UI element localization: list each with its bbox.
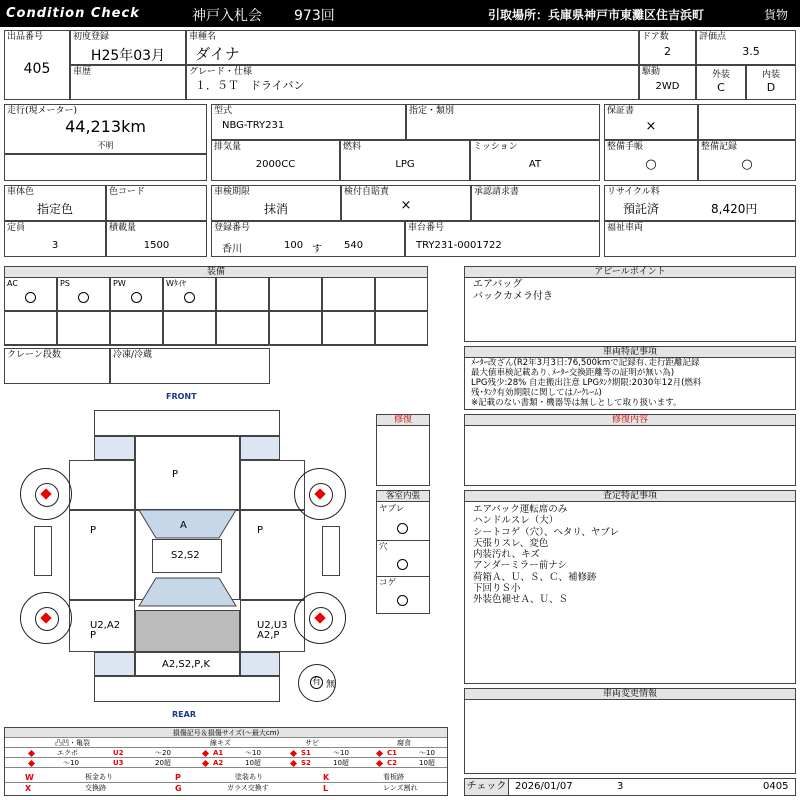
equipment-grid	[4, 277, 428, 346]
legend-code: S1	[301, 749, 311, 757]
legend-rust-label: サビ	[305, 739, 319, 747]
checker-number: 3	[617, 781, 624, 792]
vehicle-notes-panel	[464, 346, 796, 410]
score: 3.5	[742, 45, 760, 58]
freezer-cell	[110, 348, 270, 384]
registration-number-label: 登録番号	[214, 223, 251, 233]
front-left-tire-icon	[20, 468, 72, 520]
capacity-cell	[4, 221, 106, 257]
lot-number: 405	[23, 61, 51, 77]
left-mirror	[34, 526, 52, 576]
equipment-cell	[322, 311, 375, 345]
load-capacity-cell	[106, 221, 207, 257]
model-label: 型式	[214, 106, 233, 116]
maintenance-book-cell	[604, 140, 698, 181]
score-label: 評価点	[699, 32, 727, 42]
warranty-cell	[604, 104, 698, 140]
circle-icon	[397, 523, 408, 534]
legend-size: ～10	[333, 749, 349, 757]
registration-class: 100	[284, 240, 304, 251]
liability-insurance-cell	[341, 185, 471, 221]
equipment-cell	[375, 277, 428, 311]
inspection-expiry-label: 車検期限	[214, 187, 251, 197]
right-door-damage: P	[257, 525, 264, 536]
diamond-icon	[376, 750, 383, 757]
header-bar	[0, 0, 800, 27]
mileage: 44,213km	[65, 117, 146, 136]
fuel-cell	[340, 140, 470, 181]
front-label: FRONT	[166, 392, 197, 401]
color-code-cell	[106, 185, 207, 221]
legend-marks-row-1	[5, 772, 447, 783]
equipment-cell	[163, 311, 216, 345]
mission-label: ミッション	[473, 142, 518, 152]
doors-label: ドア数	[642, 32, 669, 42]
cabin-hole-label: 穴	[379, 542, 388, 552]
legend-mark-code: K	[323, 773, 330, 782]
equipment-cell	[163, 277, 216, 311]
inspection-note-line: シートコゲ（穴）、ヘタリ、ヤブレ	[473, 526, 620, 538]
equipment-cell	[269, 311, 322, 345]
appeal-point-item: エアバッグ	[473, 279, 523, 290]
check-date: 2026/01/07	[515, 781, 573, 792]
displacement: 2000CC	[255, 159, 296, 170]
rear-right-tire-icon	[294, 592, 346, 644]
load-capacity: 1500	[143, 240, 170, 251]
body-color: 指定色	[36, 202, 73, 216]
repair-content-title: 修復内容	[465, 415, 795, 426]
cargo-box-floor	[135, 610, 240, 652]
exterior-label: 外装	[711, 70, 730, 80]
displacement-cell	[211, 140, 340, 181]
legend-size: ～20	[155, 749, 171, 757]
left-door-damage: P	[90, 525, 97, 536]
exterior-cell	[696, 65, 746, 100]
appeal-points-list	[473, 279, 553, 303]
mileage-note: 不明	[97, 141, 114, 150]
equipment-label: AC	[7, 279, 18, 288]
front-right-tire-icon	[294, 468, 346, 520]
legend-size: 10超	[333, 759, 349, 767]
auction-round: 973回	[294, 8, 335, 24]
legend-size: 10超	[245, 759, 261, 767]
legend-mark-desc: ガラス交換す	[227, 784, 269, 792]
front-bumper	[94, 410, 280, 436]
auction-name: 神戸入札会	[192, 8, 262, 24]
welfare-vehicle-label: 福祉車両	[607, 223, 644, 233]
maintenance-record-label: 整備記録	[701, 142, 738, 152]
inspection-notes-panel	[464, 490, 796, 684]
diamond-icon	[290, 760, 297, 767]
legend-title: 損傷記号＆損傷サイズ(～最大cm)	[5, 728, 447, 738]
rear-right-damage: U2,U3	[257, 620, 288, 631]
interior-label: 内装	[761, 70, 780, 80]
legend-mark-desc: レンズ割れ	[383, 784, 418, 792]
repair-title: 修復	[377, 415, 429, 426]
approval-request-label: 承認請求書	[474, 187, 520, 197]
mission-cell	[470, 140, 600, 181]
legend-row-1	[5, 748, 447, 758]
legend-mark-desc: 交換跡	[85, 784, 106, 792]
legend-scratch-label: 線キズ	[210, 739, 231, 747]
legend-mark-code: P	[175, 773, 181, 782]
legend-code: S2	[301, 759, 311, 767]
diamond-icon	[202, 760, 209, 767]
repair-content-panel	[464, 414, 796, 486]
first-registration: H25年03月	[90, 48, 166, 64]
first-registration-label: 初度登録	[73, 32, 110, 42]
legend-mark-desc: 板金あり	[85, 773, 113, 781]
body-color-cell	[4, 185, 106, 221]
equipment-title: 装備	[5, 267, 427, 278]
legend-row-2	[5, 758, 447, 768]
recycle-fee-cell	[604, 185, 796, 221]
legend-corrosion-label: 腐食	[397, 739, 411, 747]
recycle-status: 預託済	[623, 202, 660, 216]
doors-cell	[639, 30, 696, 65]
windshield-damage: A	[180, 520, 187, 531]
front-left-fender	[69, 460, 135, 510]
legend-mark-code: L	[323, 784, 329, 793]
history-cell	[70, 65, 186, 100]
mileage-extra-cell	[4, 154, 207, 181]
legend-code: A2	[213, 759, 224, 767]
inspection-note-line: ハンドルスレ（大）	[473, 515, 559, 527]
legend-size: ～10	[245, 749, 261, 757]
check-footer	[464, 778, 796, 796]
vehicle-note-line: LPG残少:28% 自走搬出注意 LPGﾀﾝｸ期限:2030年12月(燃料	[471, 378, 702, 388]
inspection-note-line: 内装汚れ、キズ	[473, 549, 540, 561]
roof-damage: S2,S2	[171, 550, 200, 561]
legend-mark-code: G	[175, 784, 182, 793]
interior-grade: D	[766, 81, 776, 94]
circle-icon	[131, 292, 142, 303]
circle-icon	[78, 292, 89, 303]
interior-cell	[746, 65, 796, 100]
vehicle-note-line: 最大値車検記載あり､ﾒｰﾀｰ交換距離等の証明が無い為)	[471, 368, 675, 378]
vehicle-category: 貨物	[764, 8, 789, 22]
registration-number: 540	[344, 240, 364, 251]
registration-area: 香川	[222, 244, 242, 255]
inspection-note-line: 天張りスレ、変色	[473, 537, 549, 549]
rear-bumper	[94, 676, 280, 702]
legend-size: ～10	[419, 749, 435, 757]
capacity-label: 定員	[7, 223, 26, 233]
capacity: 3	[51, 240, 59, 251]
right-mirror	[322, 526, 340, 576]
drive-label: 駆動	[642, 67, 661, 77]
equipment-label: Wﾀｲﾔ	[166, 279, 186, 288]
exterior-grade: C	[717, 81, 725, 94]
car-name: ダイナ	[195, 45, 240, 63]
appeal-points-title: アピールポイント	[465, 267, 795, 278]
drive: 2WD	[655, 81, 680, 92]
cabin-panel	[376, 490, 430, 614]
repair-panel	[376, 414, 430, 486]
legend-size: 20超	[155, 759, 171, 767]
inspection-notes-title: 査定特記事項	[465, 491, 795, 502]
rear-label: REAR	[172, 710, 196, 719]
legend-size: ～10	[63, 759, 79, 767]
registration-number-cell	[211, 221, 405, 257]
equipment-cell	[57, 311, 110, 345]
car-name-label: 車種名	[189, 32, 217, 42]
legend-item: エクボ	[57, 749, 78, 757]
damage-legend	[4, 727, 448, 796]
spare-absent: 無	[326, 680, 336, 690]
diamond-icon	[202, 750, 209, 757]
cabin-hole-cell	[377, 541, 429, 577]
fuel: LPG	[395, 159, 415, 170]
equipment-cell	[375, 311, 428, 345]
equipment-cell	[110, 277, 163, 311]
legend-mark-desc: 看板跡	[383, 773, 404, 781]
hood-damage: P	[172, 469, 179, 480]
maintenance-record: ○	[741, 157, 753, 172]
front-right-corner	[240, 436, 280, 460]
mission: AT	[528, 159, 542, 170]
equipment-label: PW	[113, 279, 126, 288]
vehicle-diagram	[0, 390, 376, 722]
legend-size: 10超	[419, 759, 435, 767]
displacement-label: 排気量	[214, 142, 242, 152]
chassis-number-cell	[405, 221, 600, 257]
legend-dent-label: 凸凹・亀裂	[55, 739, 90, 747]
appeal-point-item: バックカメラ付き	[473, 291, 553, 302]
inspection-note-line: 荷箱Ａ、Ｕ、Ｓ、Ｃ、補修跡	[473, 571, 597, 583]
warranty: ×	[645, 119, 657, 134]
change-info-panel	[464, 688, 796, 774]
approval-request-cell	[471, 185, 600, 221]
legend-mark-code: W	[25, 773, 34, 782]
inspection-note-line: アンダーミラー前ナシ	[473, 560, 568, 572]
doors: 2	[664, 45, 671, 58]
equipment-cell	[110, 311, 163, 345]
model: NBG-TRY231	[222, 120, 285, 131]
cabin-burn-cell	[377, 577, 429, 613]
maintenance-book-label: 整備手帳	[607, 142, 644, 152]
legend-code: C2	[387, 759, 398, 767]
lot-number-label: 出品番号	[7, 32, 44, 42]
left-door	[69, 510, 135, 600]
crane-stages-label: クレーン段数	[7, 350, 61, 360]
rear-left-corner	[94, 652, 135, 676]
header-title: Condition Check	[6, 6, 140, 21]
rear-left-damage: U2,A2	[90, 620, 121, 631]
lot-number-cell	[4, 30, 70, 100]
diamond-icon	[28, 760, 35, 767]
vehicle-notes-list	[471, 358, 701, 408]
maintenance-book: ○	[645, 157, 657, 172]
legend-category-row	[5, 738, 447, 748]
inspection-expiry-cell	[211, 185, 341, 221]
spare-present: 有	[311, 677, 321, 687]
grade-cell	[186, 65, 639, 100]
welfare-vehicle-cell	[604, 221, 796, 257]
recycle-fee: 8,420円	[711, 202, 758, 216]
warranty-label: 保証書	[607, 106, 635, 116]
freezer-label: 冷凍/冷蔵	[113, 350, 153, 360]
equipment-cell	[216, 311, 269, 345]
liability-insurance-label: 検付自賠責	[344, 187, 390, 197]
inspection-note-line: エアバック運転席のみ	[473, 504, 568, 515]
legend-code: C1	[387, 749, 398, 757]
vehicle-notes-title: 車両特記事項	[465, 347, 795, 358]
pickup-location: 引取場所：兵庫県神戸市東灘区住吉浜町	[488, 8, 705, 22]
vehicle-note-line: 残･ﾀﾝｸ有効期限に関してはﾉｰｸﾚｰﾑ)	[471, 388, 602, 398]
liability-insurance: ×	[400, 198, 412, 213]
cabin-title: 客室内張	[377, 491, 429, 502]
grade-label: グレード・仕様	[189, 67, 253, 77]
cabin-burn-label: コゲ	[379, 578, 397, 588]
rear-left-quarter	[69, 600, 135, 652]
legend-mark-desc: 塗装あり	[235, 773, 263, 781]
equipment-label: PS	[60, 279, 70, 288]
load-capacity-label: 積載量	[109, 223, 137, 233]
legend-marks-row-2	[5, 783, 447, 794]
chassis-number: TRY231-0001722	[416, 240, 502, 251]
circle-icon	[397, 559, 408, 570]
vehicle-note-line: ﾒｰﾀｰ改ざん(R2年3月3日:76,500kmで記録有､走行距離記録	[471, 358, 700, 368]
rear-panel	[135, 652, 240, 676]
body-color-label: 車体色	[7, 187, 35, 197]
inspection-note-line: 外装色褪せＡ、Ｕ、Ｓ	[473, 594, 569, 606]
legend-code: U3	[113, 759, 124, 767]
designation-cell	[406, 104, 600, 140]
front-left-corner	[94, 436, 135, 460]
roof-panel	[152, 539, 222, 573]
legend-code: A1	[213, 749, 224, 757]
equipment-cell	[57, 277, 110, 311]
diamond-icon	[290, 750, 297, 757]
maintenance-record-cell	[698, 140, 796, 181]
cabin-tear-label: ヤブレ	[379, 504, 405, 514]
cabin-tear-cell	[377, 503, 429, 541]
equipment-cell	[216, 277, 269, 311]
car-name-cell	[186, 30, 639, 65]
inspection-notes-list	[473, 504, 619, 606]
right-door	[240, 510, 305, 600]
chassis-number-label: 車台番号	[408, 223, 445, 233]
inspection-note-line: 下回りＳ小	[473, 583, 521, 595]
score-cell	[696, 30, 796, 65]
drive-cell	[639, 65, 696, 100]
equipment-cell	[322, 277, 375, 311]
change-info-title: 車両変更情報	[465, 689, 795, 700]
fuel-label: 燃料	[343, 142, 362, 152]
rear-right-damage-2: A2,P	[257, 630, 280, 641]
designation-label: 指定・類別	[409, 106, 455, 116]
diamond-icon	[28, 750, 35, 757]
mileage-label: 走行(現メーター)	[7, 106, 78, 116]
hood-panel	[135, 436, 240, 510]
diamond-icon	[376, 760, 383, 767]
crane-stages-cell	[4, 348, 110, 384]
equipment-cell	[4, 311, 57, 345]
rear-left-damage-paint: P	[90, 630, 97, 641]
grade: １．５Ｔ ドライバン	[195, 79, 305, 92]
circle-icon	[397, 595, 408, 606]
history-label: 車歴	[73, 67, 92, 77]
vehicle-note-line: ※記載のない書類・機器等は無しとして取り扱います。	[471, 398, 682, 408]
equipment-cell	[269, 277, 322, 311]
mileage-cell	[4, 104, 207, 154]
legend-mark-code: X	[25, 784, 32, 793]
legend-code: U2	[113, 749, 124, 757]
circle-icon	[25, 292, 36, 303]
inspection-expiry: 抹消	[263, 202, 288, 216]
appeal-points-panel	[464, 266, 796, 342]
equipment-cell	[4, 277, 57, 311]
rear-panel-damage: A2,S2,P,K	[162, 659, 211, 670]
recycle-fee-label: リサイクル料	[607, 187, 660, 197]
warranty-extra-cell	[698, 104, 796, 140]
check-code: 0405	[763, 781, 789, 792]
check-label: チェック	[465, 779, 509, 795]
circle-icon	[184, 292, 195, 303]
rear-right-corner	[240, 652, 280, 676]
first-registration-cell	[70, 30, 186, 65]
color-code-label: 色コード	[109, 187, 146, 197]
registration-kana: す	[312, 244, 322, 255]
rear-left-tire-icon	[20, 592, 72, 644]
model-cell	[211, 104, 406, 140]
